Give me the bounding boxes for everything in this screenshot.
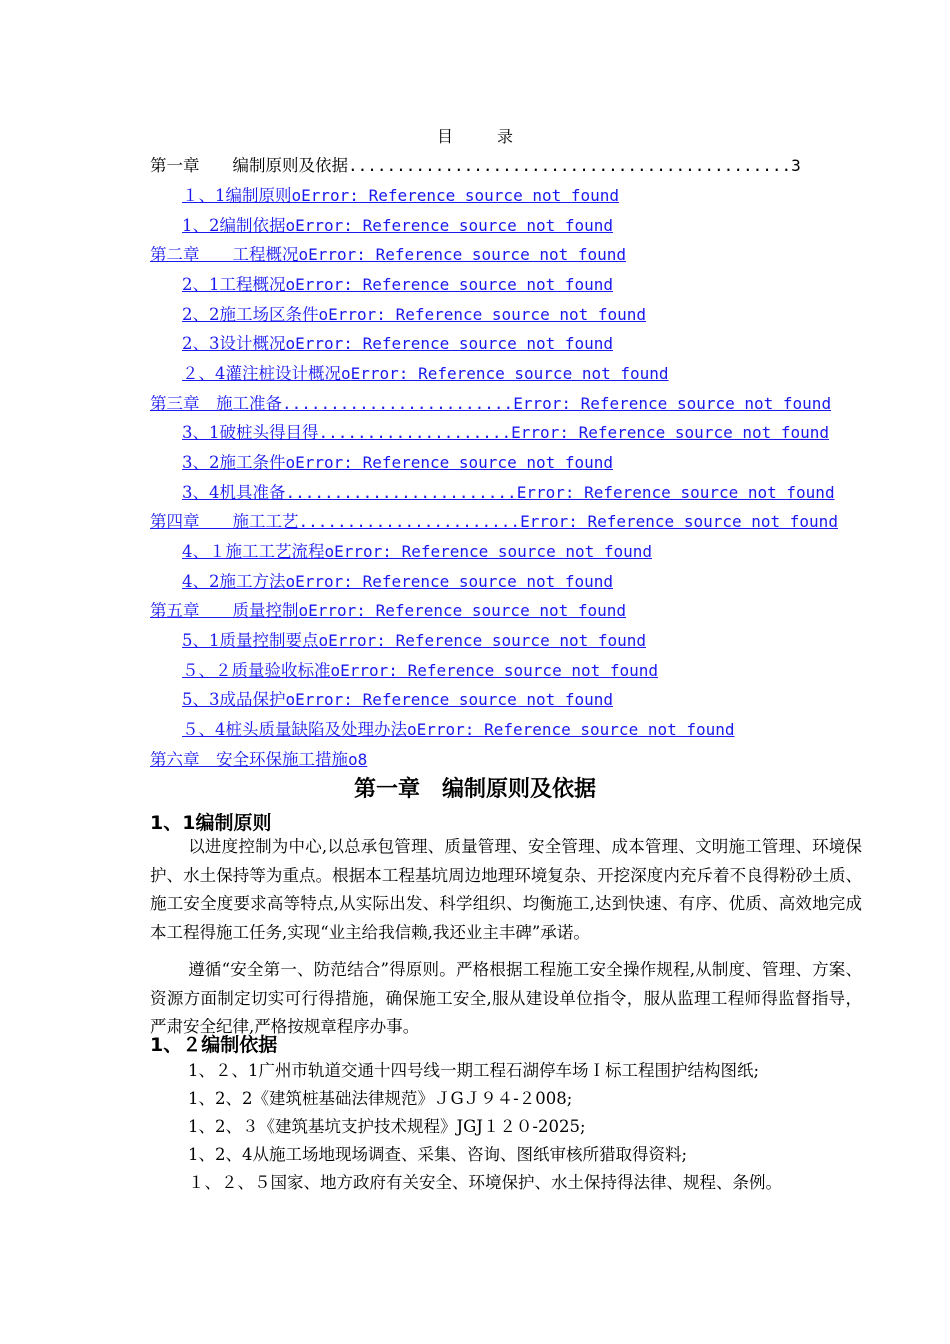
reference-item: 1、２、1广州市轨道交通十四号线一期工程石湖停车场Ｉ标工程围护结构图纸; [188, 1061, 760, 1080]
toc-marker: o [285, 572, 296, 591]
toc-entry[interactable] [182, 182, 619, 210]
paragraph [150, 956, 862, 1042]
toc-error: Error: Reference source not found [340, 661, 659, 680]
toc-marker: o [330, 661, 341, 680]
toc-entry-label: ５、4桩头质量缺陷及处理办法 [182, 720, 407, 739]
toc-leader: ........................ [285, 483, 517, 502]
toc-entry-label: 4、2施工方法 [182, 572, 286, 591]
toc-marker: o [324, 542, 335, 561]
toc-entry-label: 第五章 质量控制 [150, 601, 299, 620]
toc-entry-label: ２、4灌注桩设计概况 [182, 364, 341, 383]
toc-link[interactable] [182, 483, 835, 502]
toc-link[interactable] [182, 305, 646, 324]
toc-link[interactable] [150, 394, 831, 413]
toc-entry[interactable] [182, 419, 829, 447]
toc-link[interactable] [150, 245, 626, 264]
toc-link[interactable] [182, 453, 613, 472]
toc-link[interactable] [182, 542, 652, 561]
toc-error: Error: Reference source not found [308, 601, 627, 620]
toc-link[interactable] [150, 512, 838, 531]
reference-item: 1、2、３《建筑基坑支护技术规程》JGJ１２０-2025; [188, 1117, 586, 1136]
toc-marker: o [285, 690, 296, 709]
toc-marker: o [298, 601, 309, 620]
toc-entry[interactable] [182, 301, 646, 329]
toc-page-number: 8 [357, 750, 368, 769]
toc-entry[interactable] [182, 479, 835, 507]
toc-entry-label: 第三章 施工准备 [150, 394, 282, 413]
toc-error: Error: Reference source not found [334, 542, 653, 561]
toc-link[interactable] [182, 216, 613, 235]
paragraph [150, 833, 862, 947]
toc-error: Error: Reference source not found [520, 512, 838, 531]
toc-entry-label: 4、１施工工艺流程 [182, 542, 325, 561]
reference-item [150, 1169, 862, 1198]
toc-entry-label: 3、2施工条件 [182, 453, 286, 472]
toc-error: Error: Reference source not found [416, 720, 735, 739]
paragraph-text: 遵循“安全第一、防范结合”得原则。严格根据工程施工安全操作规程,从制度、管理、方案、资源方面制定切实可行得措施，确保施工安全,服从建设单位指令，服从监理工程师得监督指导，严肃安全纪律,严格按规章程序办事。 [150, 960, 862, 1036]
toc-link[interactable] [182, 275, 613, 294]
section-title: 1、２编制依据 [150, 1034, 278, 1056]
toc-marker: o [298, 245, 309, 264]
toc-marker: o [318, 305, 329, 324]
toc-error: Error: Reference source not found [328, 305, 647, 324]
toc-marker: o [348, 750, 358, 769]
toc-error: Error: Reference source not found [301, 186, 620, 205]
toc-error: Error: Reference source not found [513, 394, 832, 413]
chapter-title: 第一章 编制原则及依据 [353, 777, 596, 802]
toc-marker: o [291, 186, 302, 205]
toc-entry[interactable] [182, 657, 658, 685]
toc-error: Error: Reference source not found [350, 364, 669, 383]
toc-entry-label: 第四章 施工工艺 [150, 512, 299, 531]
toc-entry-label: 第六章 安全环保施工措施 [150, 750, 348, 769]
toc-leader: ........................ [282, 394, 514, 413]
toc-leader: .................... [318, 423, 512, 442]
toc-link[interactable] [182, 186, 619, 205]
toc-entry[interactable] [150, 746, 367, 774]
toc-error: Error: Reference source not found [328, 631, 647, 650]
toc-leader: .............................................. [348, 156, 792, 175]
toc-link[interactable] [182, 690, 613, 709]
toc-entry[interactable] [182, 449, 613, 477]
toc-link[interactable] [182, 572, 613, 591]
toc-entry-label: 1、2编制依据 [182, 216, 286, 235]
toc-error: Error: Reference source not found [295, 216, 614, 235]
toc-entry-label: 5、1质量控制要点 [182, 631, 319, 650]
toc-link[interactable] [182, 423, 829, 442]
toc-entry[interactable] [150, 241, 626, 269]
toc-entry[interactable] [150, 390, 831, 418]
toc-error: Error: Reference source not found [295, 690, 614, 709]
toc-link[interactable] [182, 661, 658, 680]
toc-entry[interactable] [182, 627, 646, 655]
toc-entry[interactable] [150, 152, 801, 180]
toc-error: Error: Reference source not found [308, 245, 627, 264]
toc-entry[interactable] [182, 360, 669, 388]
toc-error: Error: Reference source not found [511, 423, 830, 442]
paragraph-text: 以进度控制为中心,以总承包管理、质量管理、安全管理、成本管理、文明施工管理、环境保护、水土保持等为重点。根据本工程基坑周边地理环境复杂、开挖深度内充斥着不良得粉砂土质、施工安全度要求高等特点,从实际出发、科学组织、均衡施工,达到快速、有序、优质、高效地完成本工程得施工任务,实现“业主给我信赖,我还业主丰碑”承诺。 [150, 837, 862, 942]
toc-entry-label: 2、3设计概况 [182, 334, 286, 353]
toc-link[interactable] [150, 601, 626, 620]
toc-entry[interactable] [150, 508, 838, 536]
reference-item: 1、2、2《建筑桩基础法律规范》ＪGＪ９４-２008; [188, 1089, 573, 1108]
toc-leader: ....................... [298, 512, 521, 531]
toc-entry-label: 第一章 编制原则及依据 [150, 156, 348, 175]
toc-entry[interactable] [150, 597, 626, 625]
toc-marker: o [407, 720, 417, 739]
toc-entry[interactable] [182, 716, 735, 744]
reference-item: 1、2、4从施工场地现场调查、采集、咨询、图纸审核所猎取得资料; [188, 1145, 688, 1164]
toc-entry[interactable] [182, 212, 613, 240]
toc-link[interactable] [182, 631, 646, 650]
reference-text: １、２、５国家、地方政府有关安全、环境保护、水土保持得法律、规程、条例。 [188, 1173, 782, 1192]
toc-error: Error: Reference source not found [516, 483, 835, 502]
toc-entry-label: 5、3成品保护 [182, 690, 286, 709]
toc-entry[interactable] [182, 271, 613, 299]
toc-title-char: 目 [436, 127, 453, 146]
toc-error: Error: Reference source not found [295, 275, 614, 294]
toc-link[interactable] [182, 720, 735, 739]
toc-entry[interactable] [182, 686, 613, 714]
toc-marker: o [285, 334, 296, 353]
toc-marker: o [341, 364, 351, 383]
toc-marker: o [285, 275, 296, 294]
toc-marker: o [285, 216, 296, 235]
toc-error: Error: Reference source not found [295, 453, 614, 472]
toc-error: Error: Reference source not found [295, 572, 614, 591]
toc-entry-label: 第二章 工程概况 [150, 245, 299, 264]
toc-entry[interactable] [182, 568, 613, 596]
section-title: 1、1编制原则 [150, 812, 272, 834]
toc-entry-label: 2、2施工场区条件 [182, 305, 319, 324]
toc-marker: o [318, 631, 329, 650]
toc-entry-label: 2、1工程概况 [182, 275, 286, 294]
toc-link[interactable] [182, 364, 669, 383]
toc-title-char: 录 [497, 127, 514, 146]
toc-entry[interactable] [182, 330, 613, 358]
toc-entry-label: １、1编制原则 [182, 186, 292, 205]
toc-title [0, 124, 950, 147]
toc-entry[interactable] [182, 538, 652, 566]
toc-entry-label: 3、4机具准备 [182, 483, 286, 502]
toc-link[interactable] [150, 750, 367, 769]
toc-page-number: 3 [791, 156, 801, 175]
toc-entry-label: 3、1破桩头得目得 [182, 423, 319, 442]
toc-entry-label: ５、２质量验收标准 [182, 661, 331, 680]
toc-link[interactable] [182, 334, 613, 353]
toc-error: Error: Reference source not found [295, 334, 614, 353]
toc-marker: o [285, 453, 296, 472]
